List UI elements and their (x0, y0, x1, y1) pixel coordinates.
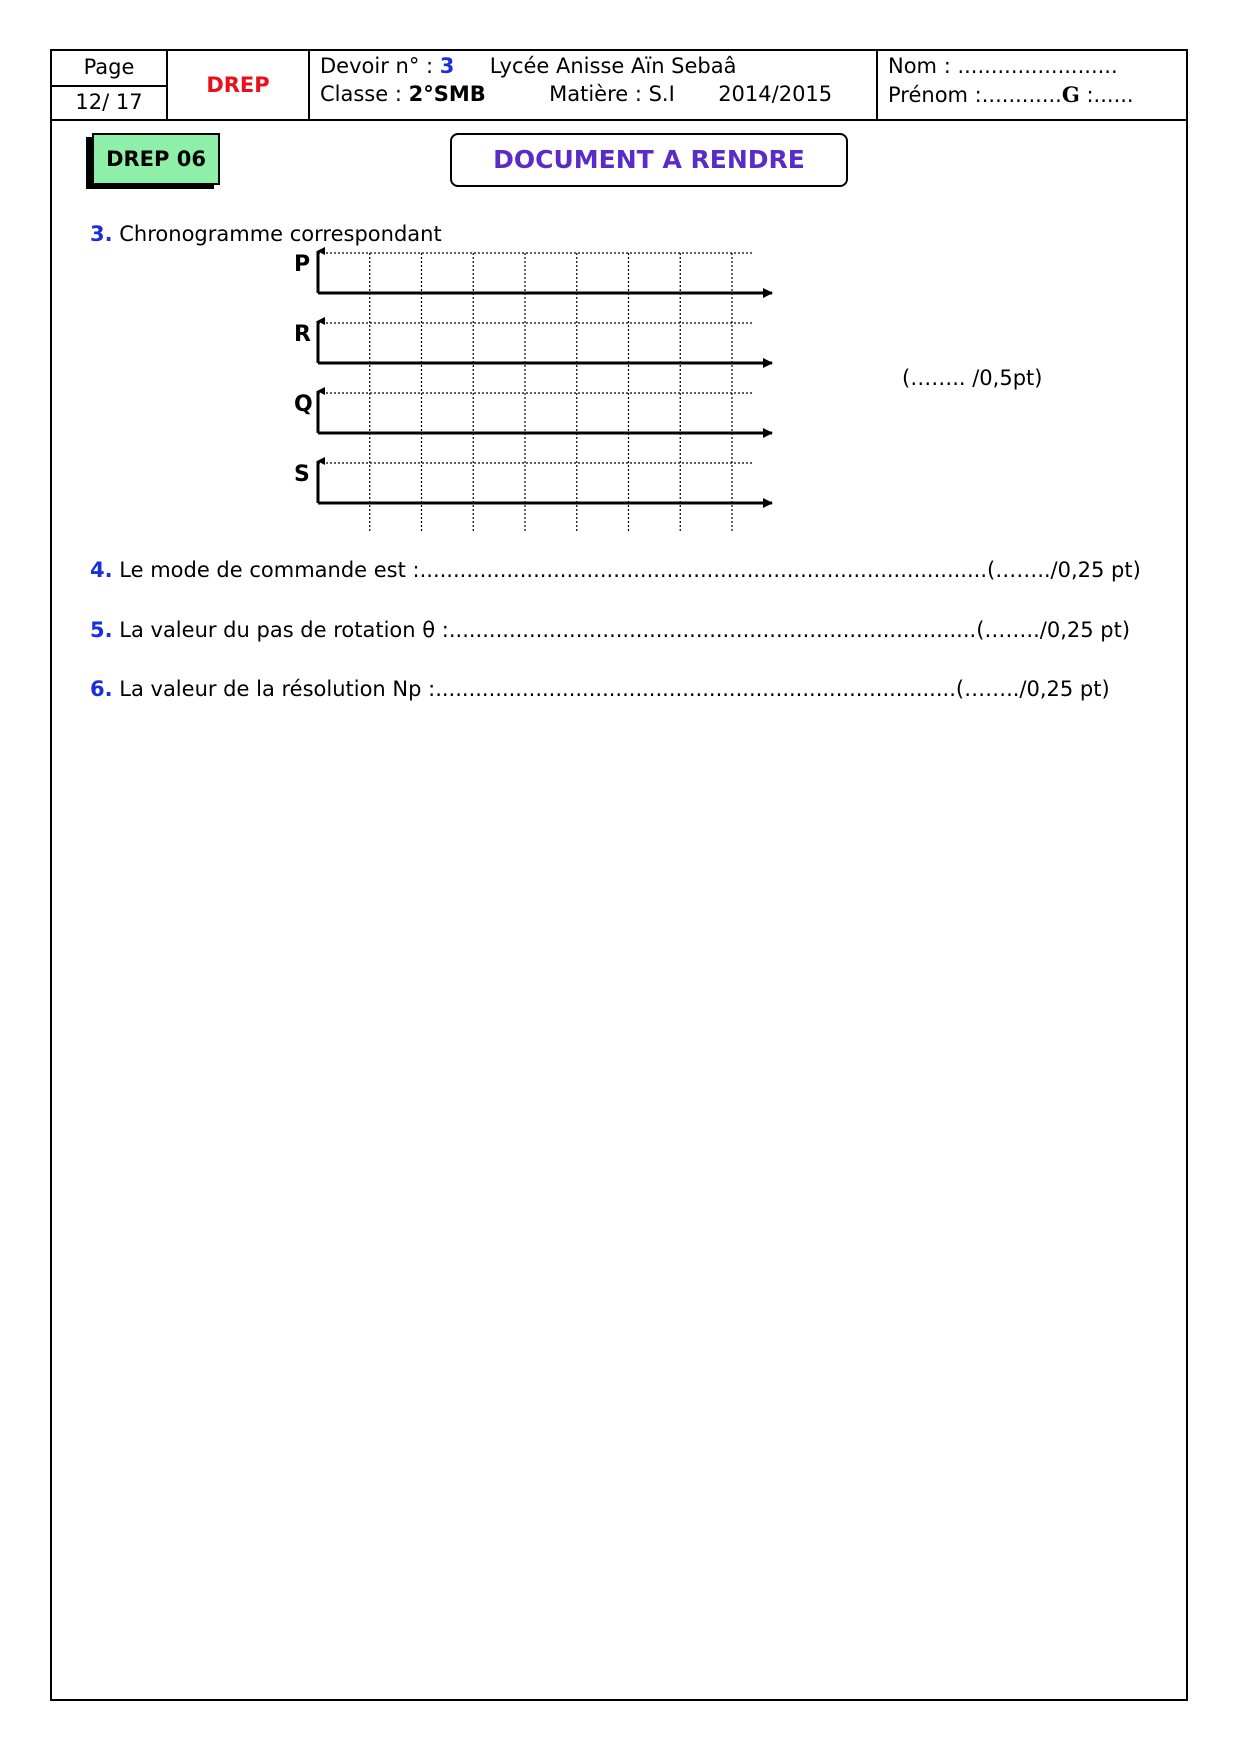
page-frame (50, 49, 1188, 1701)
chart-score: (…….. /0,5pt) (902, 366, 1043, 390)
question-4 (90, 558, 1141, 582)
question-text: Le mode de commande est :.....................................................................................(……../0,25 pt) (112, 558, 1141, 582)
school-name: Lycée Anisse Aïn Sebaâ (489, 54, 737, 78)
timing-diagram (52, 51, 1190, 531)
devoir-number: 3 (439, 54, 455, 78)
classe-label: Classe : (320, 82, 409, 106)
question-text: La valeur de la résolution Np :..............................................................................(……../0,25 pt) (112, 677, 1110, 701)
page-label: Page (52, 51, 166, 87)
question-number: 3. (90, 222, 113, 246)
drep-tag: DREP 06 (92, 133, 220, 185)
devoir-label: Devoir n° : (320, 54, 440, 78)
signal-label-Q: Q (294, 392, 313, 417)
question-text: La valeur du pas de rotation θ :...............................................................................(……../0,25 pt) (112, 618, 1131, 642)
signal-label-R: R (294, 322, 311, 347)
timing-grid (318, 253, 752, 531)
drep-label: DREP (206, 73, 270, 97)
question-text: Chronogramme correspondant (112, 222, 442, 246)
question-6 (90, 677, 1110, 701)
school-year: 2014/2015 (718, 82, 833, 106)
prenom-suffix: :...... (1079, 83, 1134, 107)
prenom-group: G (1061, 82, 1080, 107)
document-title: DOCUMENT A RENDRE (450, 133, 848, 187)
page-number: 12/ 17 (75, 90, 143, 114)
question-number: 6. (90, 677, 113, 701)
question-5 (90, 618, 1130, 642)
signal-label-S: S (294, 462, 310, 487)
classe-value: 2°SMB (408, 82, 486, 106)
timing-signals (294, 251, 772, 503)
nom-field: Nom : ........................ (888, 54, 1118, 78)
prenom-label: Prénom :............ (888, 83, 1062, 107)
matiere: Matière : S.I (549, 82, 675, 106)
question-number: 4. (90, 558, 113, 582)
question-number: 5. (90, 618, 113, 642)
signal-label-P: P (294, 252, 311, 277)
